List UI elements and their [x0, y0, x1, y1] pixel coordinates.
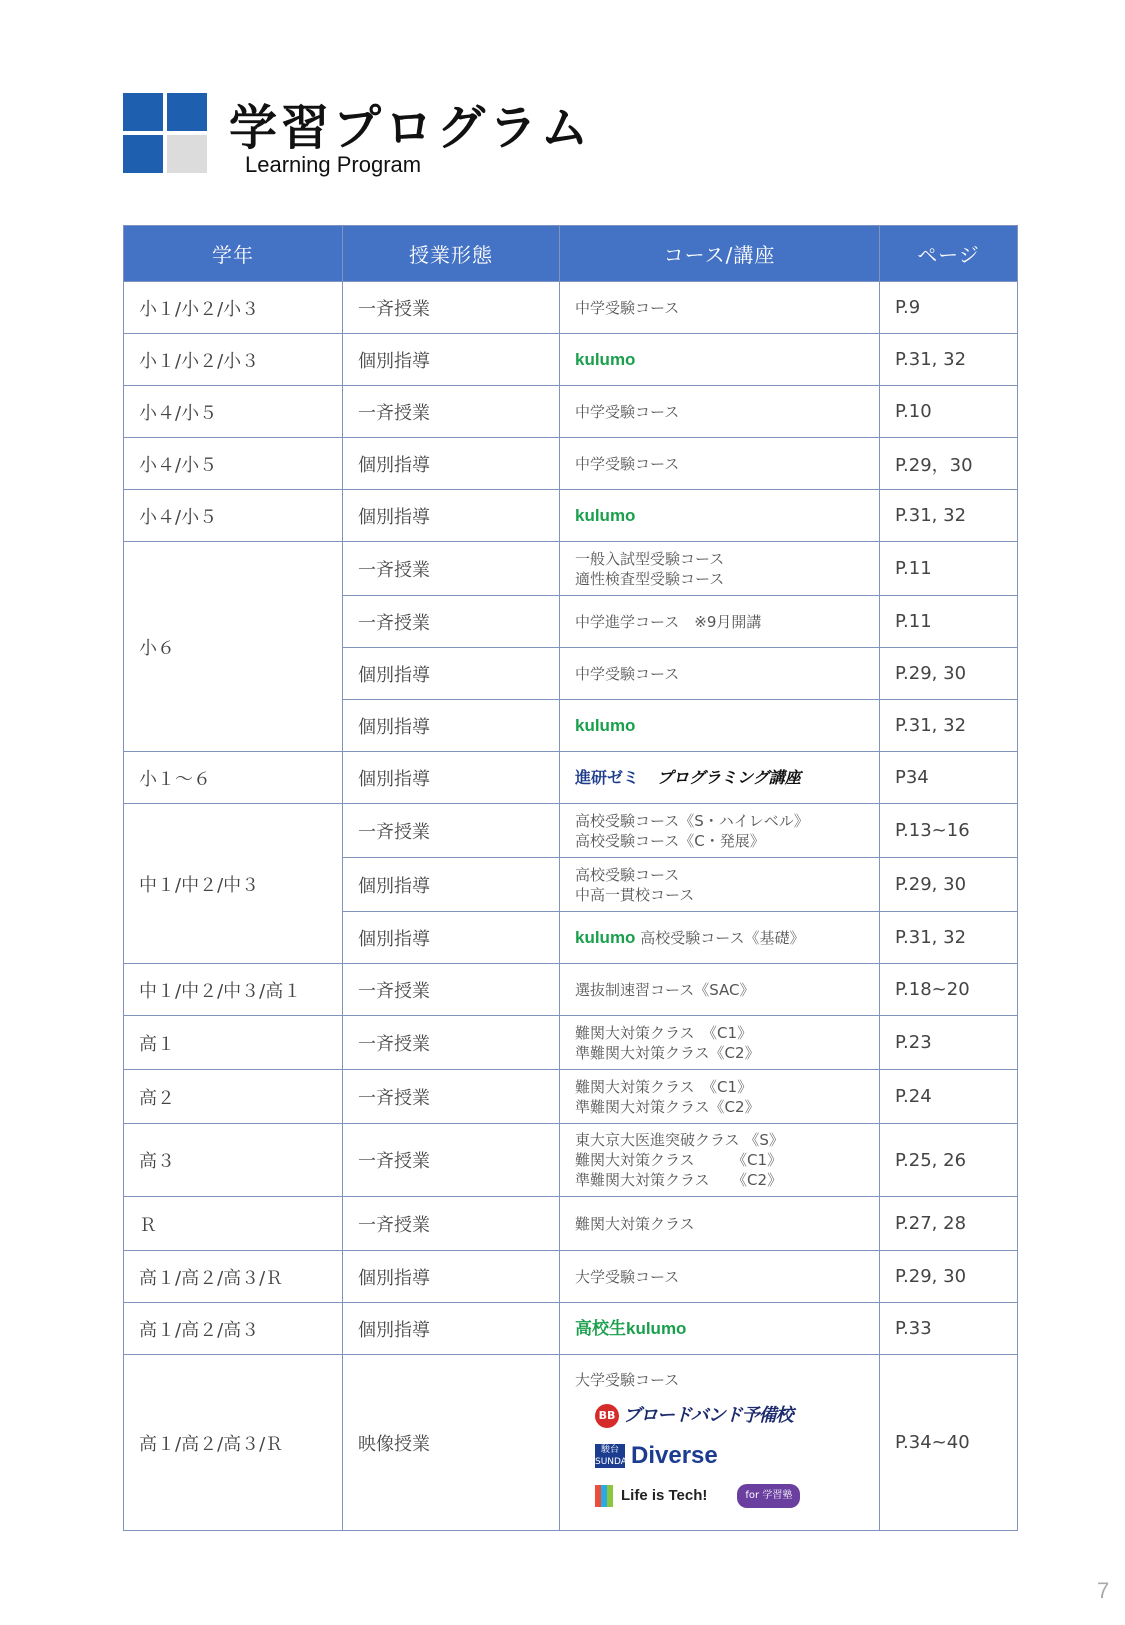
header-page: ページ [880, 226, 1018, 282]
table-row [124, 752, 1018, 804]
type-cell: 個別指導 [343, 700, 560, 752]
grade-cell: 小４/小５ [124, 438, 343, 490]
page-cell: P.34~40 [880, 1355, 1018, 1531]
table-row [124, 438, 1018, 490]
course-cell [560, 1251, 880, 1303]
course-cell [560, 282, 880, 334]
page-cell: P.33 [880, 1303, 1018, 1355]
grade-cell: 中１/中２/中３/高１ [124, 964, 343, 1016]
course-text: 準難関大対策クラス《C2》 [575, 1043, 760, 1062]
type-cell: 個別指導 [343, 1303, 560, 1355]
type-cell: 一斉授業 [343, 1197, 560, 1251]
kulumo-label: kulumo [575, 927, 636, 947]
course-text: 大学受験コース [575, 1267, 680, 1286]
course-cell [560, 700, 880, 752]
type-cell: 個別指導 [343, 648, 560, 700]
life-is-tech-icon [595, 1485, 613, 1507]
page-cell: P.25, 26 [880, 1124, 1018, 1197]
course-cell [560, 334, 880, 386]
course-text: 一般入試型受験コース [575, 549, 725, 568]
type-cell: 一斉授業 [343, 1124, 560, 1197]
course-cell [560, 386, 880, 438]
course-cell [560, 648, 880, 700]
grade-cell: 小１/小２/小３ [124, 282, 343, 334]
shinken-zemi-logo: 進研ゼミ [575, 767, 640, 787]
type-cell: 映像授業 [343, 1355, 560, 1531]
page-cell: P.10 [880, 386, 1018, 438]
course-text: 高校受験コース [575, 865, 680, 884]
page-cell: P.29，30 [880, 438, 1018, 490]
grade-cell: 高１ [124, 1016, 343, 1070]
course-cell [560, 438, 880, 490]
page-cell: P.31, 32 [880, 700, 1018, 752]
header-class-type: 授業形態 [343, 226, 560, 282]
bb-mark-icon: BB [595, 1404, 619, 1428]
page-cell: P.13~16 [880, 804, 1018, 858]
table-row [124, 964, 1018, 1016]
table-row [124, 804, 1018, 858]
course-text: 中学受験コース [575, 664, 680, 683]
course-text: 適性検査型受験コース [575, 569, 725, 588]
type-cell: 一斉授業 [343, 1016, 560, 1070]
table-row [124, 1303, 1018, 1355]
type-cell: 一斉授業 [343, 386, 560, 438]
page-cell: P.29, 30 [880, 858, 1018, 912]
table-row [124, 490, 1018, 542]
type-cell: 一斉授業 [343, 596, 560, 648]
course-text: 高校受験コース《基礎》 [635, 928, 805, 947]
kulumo-label: kulumo [575, 505, 636, 525]
kulumo-label: kulumo [575, 715, 636, 735]
type-cell: 一斉授業 [343, 1070, 560, 1124]
type-cell: 一斉授業 [343, 964, 560, 1016]
page-cell: P.31, 32 [880, 334, 1018, 386]
course-text: 難関大対策クラス 《C1》 [575, 1023, 753, 1042]
course-cell [560, 1355, 880, 1531]
course-cell [560, 542, 880, 596]
page-cell: P34 [880, 752, 1018, 804]
table-row [124, 1016, 1018, 1070]
page-cell: P.23 [880, 1016, 1018, 1070]
page-header [123, 93, 823, 183]
page-cell: P.29, 30 [880, 648, 1018, 700]
course-text: 難関大対策クラス 《C1》 [575, 1151, 783, 1169]
course-cell [560, 964, 880, 1016]
header-grade: 学年 [124, 226, 343, 282]
grade-cell: 中１/中２/中３ [124, 804, 343, 964]
type-cell: 個別指導 [343, 490, 560, 542]
kulumo-label: kulumo [575, 349, 636, 369]
broadband-yobikou-text: ブロードバンド予備校 [623, 1404, 793, 1426]
type-cell: 一斉授業 [343, 804, 560, 858]
course-text: 準難関大対策クラス《C2》 [575, 1097, 760, 1116]
grade-cell: 小１～６ [124, 752, 343, 804]
page-title: 学習プログラム [229, 100, 593, 156]
course-text: 選抜制速習コース《SAC》 [575, 980, 755, 999]
life-is-tech-text: Life is Tech! [621, 1486, 708, 1504]
diverse-text: Diverse [631, 1441, 718, 1469]
page-cell: P.18~20 [880, 964, 1018, 1016]
course-text: 中高一貫校コース [575, 885, 695, 904]
grade-cell: 高３ [124, 1124, 343, 1197]
grade-cell: 小６ [124, 542, 343, 752]
course-text: 難関大対策クラス 《C1》 [575, 1077, 753, 1096]
table-row [124, 334, 1018, 386]
course-cell [560, 1303, 880, 1355]
grade-cell: 高１/高２/高３/Ｒ [124, 1251, 343, 1303]
type-cell: 個別指導 [343, 334, 560, 386]
course-cell [560, 490, 880, 542]
programming-course-logo: プログラミング講座 [657, 767, 801, 787]
type-cell: 個別指導 [343, 912, 560, 964]
course-text: 準難関大対策クラス 《C2》 [575, 1171, 783, 1189]
course-cell [560, 804, 880, 858]
course-cell [560, 858, 880, 912]
life-is-tech-logo [595, 1476, 879, 1516]
course-text: 難関大対策クラス [575, 1214, 695, 1233]
for-juku-badge: for 学習塾 [737, 1484, 800, 1508]
course-text: 中学進学コース ※9月開講 [575, 612, 762, 631]
course-cell [560, 752, 880, 804]
page-cell: P.11 [880, 596, 1018, 648]
grade-cell: 小４/小５ [124, 386, 343, 438]
sundai-diverse-logo [595, 1436, 879, 1476]
type-cell: 個別指導 [343, 438, 560, 490]
page-cell: P.27, 28 [880, 1197, 1018, 1251]
page-cell: P.24 [880, 1070, 1018, 1124]
table-row [124, 1355, 1018, 1531]
page-subtitle: Learning Program [245, 152, 422, 177]
table-row [124, 1197, 1018, 1251]
page-number: 7 [1097, 1578, 1110, 1603]
course-text: 高校受験コース《C・発展》 [575, 831, 765, 850]
squares-logo-icon [123, 93, 209, 175]
grade-cell: 小４/小５ [124, 490, 343, 542]
program-table [123, 225, 1018, 1531]
table-row [124, 282, 1018, 334]
grade-cell: 小１/小２/小３ [124, 334, 343, 386]
course-text: 高校受験コース《S・ハイレベル》 [575, 811, 809, 830]
course-text: 大学受験コース [575, 1370, 680, 1389]
page-cell: P.9 [880, 282, 1018, 334]
page-cell: P.31, 32 [880, 490, 1018, 542]
table-row [124, 542, 1018, 596]
type-cell: 個別指導 [343, 752, 560, 804]
grade-cell: 高１/高２/高３ [124, 1303, 343, 1355]
course-cell [560, 912, 880, 964]
table-row [124, 1251, 1018, 1303]
course-text: 東大京大医進突破クラス 《S》 [575, 1131, 784, 1149]
kulumo-label: 高校生kulumo [575, 1318, 687, 1338]
table-header-row [124, 226, 1018, 282]
grade-cell: 高２ [124, 1070, 343, 1124]
course-cell [560, 1016, 880, 1070]
table-row [124, 1124, 1018, 1197]
table-row [124, 386, 1018, 438]
type-cell: 個別指導 [343, 1251, 560, 1303]
course-cell [560, 1070, 880, 1124]
course-cell [560, 596, 880, 648]
page-cell: P.29, 30 [880, 1251, 1018, 1303]
course-text: 中学受験コース [575, 402, 680, 421]
grade-cell: Ｒ [124, 1197, 343, 1251]
course-text: 中学受験コース [575, 454, 680, 473]
course-cell [560, 1197, 880, 1251]
header-course: コース/講座 [560, 226, 880, 282]
course-cell [560, 1124, 880, 1197]
grade-cell: 高１/高２/高３/Ｒ [124, 1355, 343, 1531]
page-cell: P.11 [880, 542, 1018, 596]
type-cell: 一斉授業 [343, 282, 560, 334]
type-cell: 一斉授業 [343, 542, 560, 596]
broadband-yobikou-logo [595, 1396, 879, 1436]
type-cell: 個別指導 [343, 858, 560, 912]
course-text: 中学受験コース [575, 298, 680, 317]
table-row [124, 1070, 1018, 1124]
page-cell: P.31, 32 [880, 912, 1018, 964]
sundai-icon: 駿台 SUNDAI [595, 1444, 630, 1467]
